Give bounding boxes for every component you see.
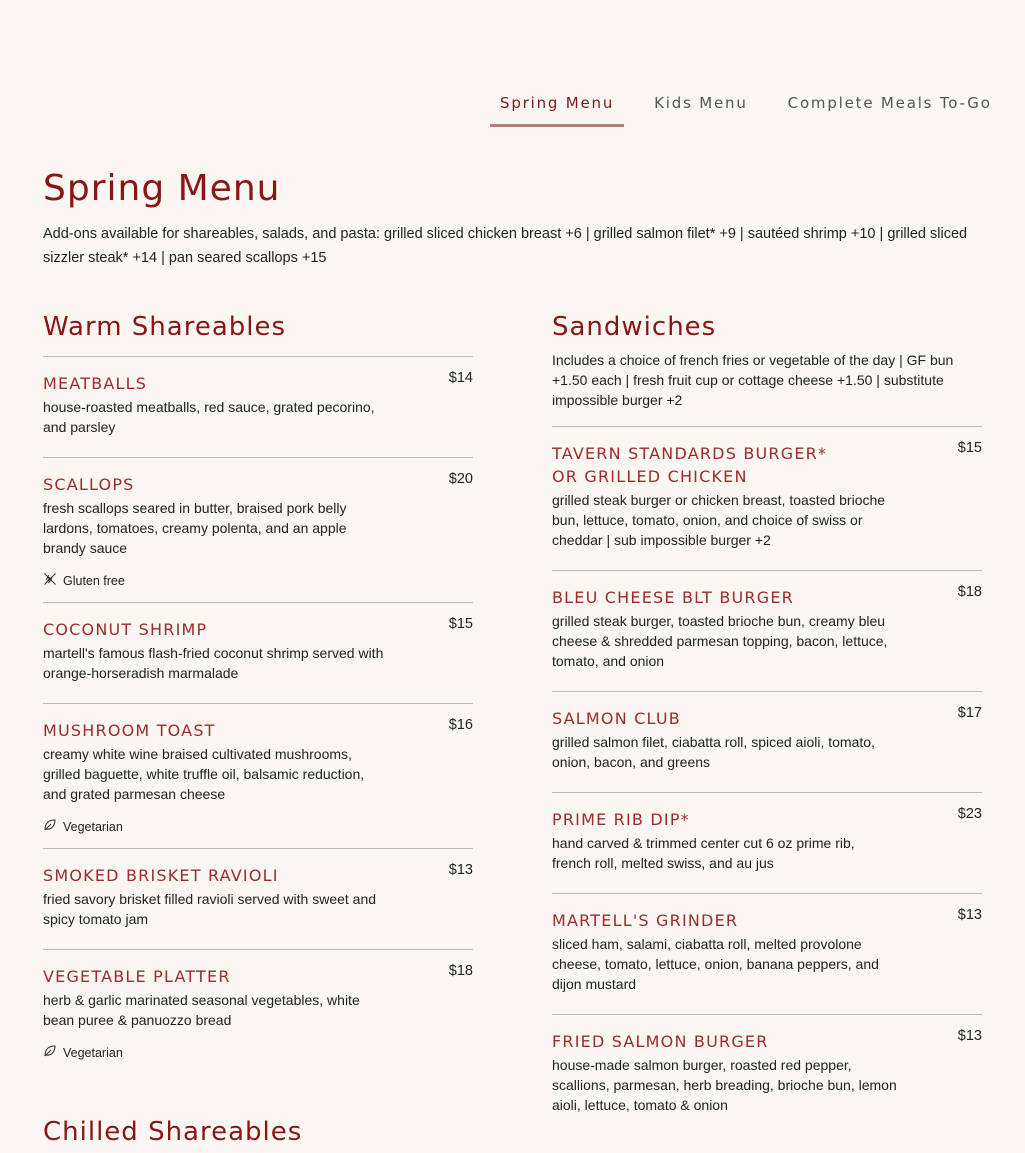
item-price: $16 (448, 717, 473, 733)
item-price: $14 (448, 370, 473, 386)
section-title: Sandwiches (552, 312, 717, 342)
dietary-tag-label: Gluten free (63, 573, 125, 588)
item-description: hand carved & trimmed center cut 6 oz prime rib, french roll, melted swiss, and au jus (552, 835, 855, 871)
item-description: grilled steak burger, toasted brioche bun, creamy bleu cheese & shredded parmesan topping, bacon, lettuce, tomato, and onion (552, 613, 888, 669)
item-name: FRIED SALMON BURGER (552, 1032, 769, 1051)
menu-item (43, 703, 473, 848)
item-name: VEGETABLE PLATTER (43, 967, 231, 986)
tab-spring-menu[interactable]: Spring Menu (490, 88, 624, 127)
item-name: TAVERN STANDARDS BURGER* OR GRILLED CHICKEN (552, 444, 828, 486)
chilled-shareables-title: Chilled Shareables (43, 1117, 303, 1147)
item-name: COCONUT SHRIMP (43, 620, 208, 639)
menu-item (552, 1014, 982, 1135)
add-ons-note: Add-ons available for shareables, salads, and pasta: grilled sliced chicken breast +6 | grilled salmon filet* +9 | sautéed shrimp +10 | grilled sliced sizzler steak* +14 | pan seared scallops +15 (43, 226, 968, 266)
item-price: $13 (448, 862, 473, 878)
item-name: MARTELL'S GRINDER (552, 911, 739, 930)
tab-kids-menu[interactable]: Kids Menu (654, 94, 748, 112)
menu-tabs (490, 88, 1002, 127)
dietary-tag-label: Vegetarian (63, 1045, 123, 1060)
item-price: $13 (957, 907, 982, 923)
menu-item (43, 602, 473, 703)
item-price: $23 (957, 806, 982, 822)
item-price: $20 (448, 471, 473, 487)
sandwiches-list (552, 426, 982, 1135)
item-description: creamy white wine braised cultivated mushrooms, grilled baguette, white truffle oil, balsamic reduction, and grated parmesan cheese (43, 746, 365, 802)
item-description: grilled salmon filet, ciabatta roll, spiced aioli, tomato, onion, bacon, and greens (552, 734, 875, 770)
tab-complete-meals-to-go[interactable]: Complete Meals To-Go (787, 94, 992, 112)
dietary-tag (43, 572, 473, 602)
section-title: Warm Shareables (43, 312, 287, 342)
menu-item (43, 356, 473, 457)
item-description: fried savory brisket filled ravioli served with sweet and spicy tomato jam (43, 891, 377, 927)
item-description: house-roasted meatballs, red sauce, grated pecorino, and parsley (43, 399, 375, 435)
dietary-tag-label: Vegetarian (63, 819, 123, 834)
leaf-icon (43, 1044, 63, 1061)
dietary-tag (43, 818, 473, 848)
menu-item (552, 426, 982, 570)
page-title: Spring Menu (43, 168, 281, 209)
item-price: $15 (957, 440, 982, 456)
menu-item (552, 691, 982, 792)
warm-shareables-section (43, 310, 473, 1074)
item-price: $18 (448, 963, 473, 979)
menu-item (552, 792, 982, 893)
leaf-icon (43, 818, 63, 835)
item-name: PRIME RIB DIP* (552, 810, 690, 829)
gluten-free-icon (43, 572, 63, 589)
item-price: $17 (957, 705, 982, 721)
sandwiches-section (552, 310, 982, 1135)
dietary-tag (43, 1044, 473, 1074)
item-price: $18 (957, 584, 982, 600)
menu-item (552, 570, 982, 691)
item-description: herb & garlic marinated seasonal vegetables, white bean puree & panuozzo bread (43, 992, 360, 1028)
item-description: sliced ham, salami, ciabatta roll, melted provolone cheese, tomato, lettuce, onion, banana peppers, and dijon mustard (552, 936, 879, 992)
item-name: SCALLOPS (43, 475, 135, 494)
item-price: $13 (957, 1028, 982, 1044)
item-description: house-made salmon burger, roasted red pepper, scallions, parmesan, herb breading, brioche bun, lemon aioli, lettuce, tomato & onion (552, 1057, 897, 1113)
menu-item (43, 848, 473, 949)
item-name: SALMON CLUB (552, 709, 681, 728)
item-name: SMOKED BRISKET RAVIOLI (43, 866, 279, 885)
menu-item (43, 457, 473, 602)
item-price: $15 (448, 616, 473, 632)
item-name: MUSHROOM TOAST (43, 721, 216, 740)
menu-item (552, 893, 982, 1014)
menu-item (43, 949, 473, 1074)
item-description: fresh scallops seared in butter, braised pork belly lardons, tomatoes, creamy polenta, and an apple brandy sauce (43, 500, 347, 556)
item-name: BLEU CHEESE BLT BURGER (552, 588, 794, 607)
item-description: martell's famous flash-fried coconut shrimp served with orange-horseradish marmalade (43, 645, 384, 681)
warm-shareables-list (43, 356, 473, 1074)
item-description: grilled steak burger or chicken breast, toasted brioche bun, lettuce, tomato, onion, and choice of swiss or cheddar | sub impossible burger +2 (552, 492, 886, 548)
item-name: MEATBALLS (43, 374, 148, 393)
section-description: Includes a choice of french fries or vegetable of the day | GF bun +1.50 each | fresh fruit cup or cottage cheese +1.50 | substitute impossible burger +2 (552, 352, 954, 408)
